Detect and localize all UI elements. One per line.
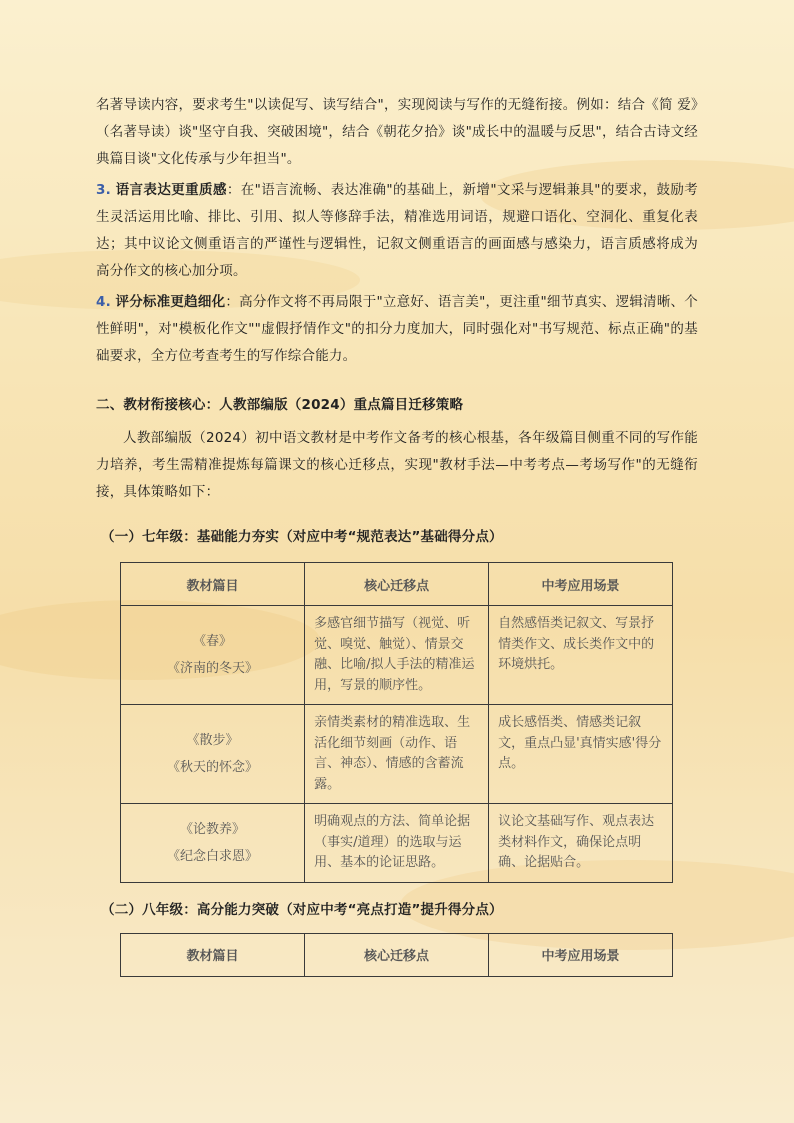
application-cell: 成长感悟类、情感类记叙文，重点凸显'真情实感'得分点。: [489, 705, 673, 804]
column-header: 核心迁移点: [305, 563, 489, 606]
application-cell: 自然感悟类记叙文、写景抒情类作文、成长类作文中的环境烘托。: [489, 606, 673, 705]
column-header: 教材篇目: [121, 933, 305, 976]
transfer-point-cell: 明确观点的方法、简单论据（事实/道理）的选取与运用、基本的论证思路。: [305, 804, 489, 883]
transfer-point-cell: 多感官细节描写（视觉、听觉、嗅觉、触觉）、情景交融、比喻/拟人手法的精准运用，写景的顺序性。: [305, 606, 489, 705]
point-4: [96, 289, 698, 370]
text-title-cell: 《论教养》 《纪念白求恩》: [121, 804, 305, 883]
table-header-row: [121, 933, 673, 976]
table-row: [121, 804, 673, 883]
point-3: [96, 177, 698, 285]
point-number: 3.: [96, 182, 111, 198]
section-paragraph: 人教部编版（2024）初中语文教材是中考作文备考的核心根基，各年级篇目侧重不同的写作能力培养，考生需精准提炼每篇课文的核心迁移点，实现"教材手法—中考考点—考场写作"的无缝衔接，具体策略如下：: [96, 430, 698, 500]
transfer-point-cell: 亲情类素材的精准选取、生活化细节刻画（动作、语言、神态）、情感的含蓄流露。: [305, 705, 489, 804]
application-cell: 议论文基础写作、观点表达类材料作文，确保论点明确、论据贴合。: [489, 804, 673, 883]
grade8-heading: （二）八年级：高分能力突破（对应中考“亮点打造”提升得分点）: [101, 901, 503, 918]
column-header: 核心迁移点: [305, 933, 489, 976]
table-row: [121, 606, 673, 705]
table-header-row: [121, 563, 673, 606]
text-title-cell: 《春》 《济南的冬天》: [121, 606, 305, 705]
column-header: 中考应用场景: [489, 563, 673, 606]
column-header: 教材篇目: [121, 563, 305, 606]
grade8-table: [120, 933, 673, 977]
section-heading: 二、教材衔接核心：人教部编版（2024）重点篇目迁移策略: [96, 397, 464, 413]
intro-paragraph: 名著导读内容，要求考生"以读促写、读写结合"，实现阅读与写作的无缝衔接。例如：结合《简 爱》（名著导读）谈"坚守自我、突破困境"，结合《朝花夕拾》谈"成长中的温暖与反思"，结合古诗文经典篇目谈"文化传承与少年担当"。: [96, 97, 698, 167]
point-title: 语言表达更重质感: [115, 182, 227, 198]
table-row: [121, 705, 673, 804]
column-header: 中考应用场景: [489, 933, 673, 976]
document-page: [96, 92, 698, 977]
grade7-table: [120, 562, 673, 883]
point-text: ：在"语言流畅、表达准确"的基础上，新增"文采与逻辑兼具"的要求，鼓励考生灵活运用比喻、排比、引用、拟人等修辞手法，精准选用词语，规避口语化、空洞化、重复化表达；其中议论文侧重语言的严谨性与逻辑性，记叙文侧重语言的画面感与感染力，语言质感将成为高分作文的核心加分项。: [96, 182, 698, 279]
text-title-cell: 《散步》 《秋天的怀念》: [121, 705, 305, 804]
grade7-heading: （一）七年级：基础能力夯实（对应中考“规范表达”基础得分点）: [101, 529, 503, 545]
point-number: 4.: [96, 294, 111, 310]
point-title: 评分标准更趋细化: [115, 294, 226, 310]
point-text: ：高分作文将不再局限于"立意好、语言美"，更注重"细节真实、逻辑清晰、个性鲜明"，对"模板化作文""虚假抒情作文"的扣分力度加大，同时强化对"书写规范、标点正确"的基础要求，全方位考查考生的写作综合能力。: [96, 294, 698, 364]
